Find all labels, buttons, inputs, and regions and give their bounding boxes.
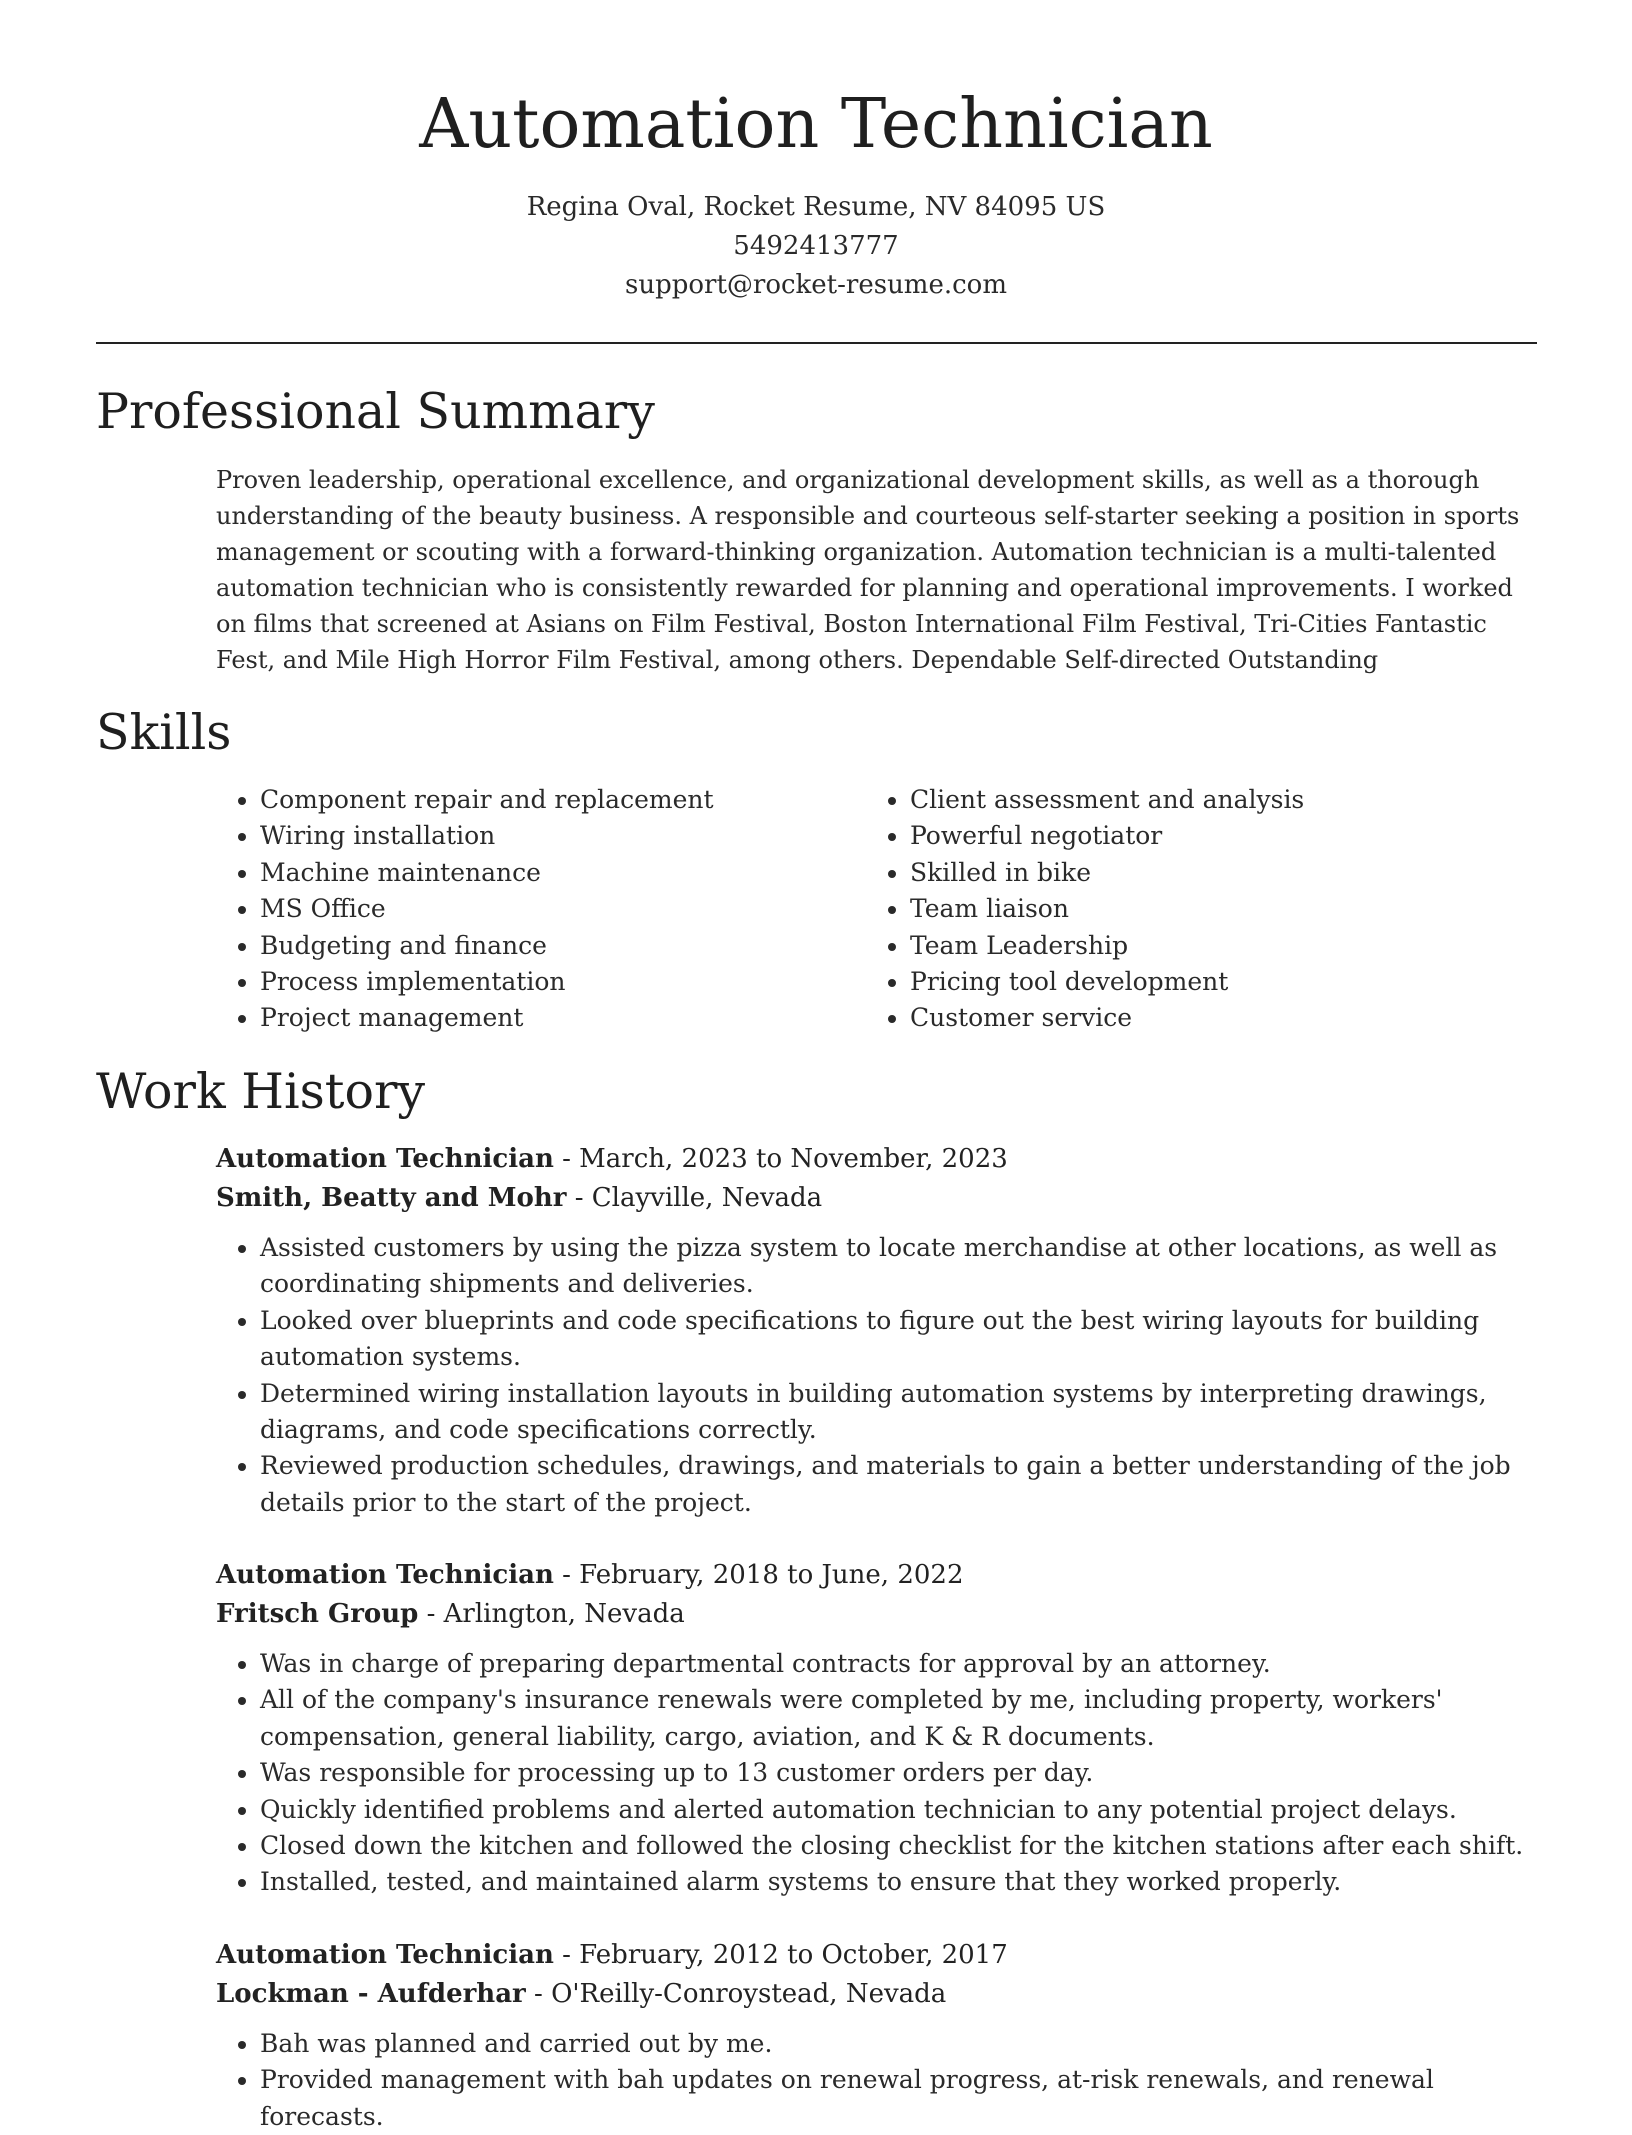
job-bullet: • Reviewed production schedules, drawings, and materials to gain a better understanding of the job details prior to the start of the project. [260,1448,1546,1521]
skill-item: • Team liaison [910,891,1466,927]
job-bullet: • Was in charge of preparing departmental contracts for approval by an attorney. [260,1646,1546,1682]
job-title-line [216,1140,1546,1179]
job-dates: - February, 2018 to June, 2022 [553,1560,964,1590]
job-bullet: • Determined wiring installation layouts in building automation systems by interpreting drawings, diagrams, and code specifications correctly. [260,1376,1546,1449]
work-history-heading: Work History [96,1063,426,1120]
phone: 5492413777 [733,231,899,261]
job-bullets [216,1230,1546,1521]
job-role: Automation Technician [216,1560,554,1590]
job-company: Fritsch Group [216,1599,419,1629]
skill-item: • Process implementation [260,964,816,1000]
skill-item: • Wiring installation [260,818,816,854]
summary-text: Proven leadership, operational excellence, and organizational development skills, as well as a thorough understanding of the beauty business. A responsible and courteous self-starter seeking a position in sports management or scouting with a forward-thinking organization. Automation technician is a multi-talented automation technician who is consistently rewarded for planning and operational improvements. I worked on films that screened at Asians on Film Festival, Boston International Film Festival, Tri-Cities Fantastic Fest, and Mile High Horror Film Festival, among others. Dependable Self-directed Outstanding [216,466,1520,674]
job-entry [216,1936,1546,2135]
job-dates: - February, 2012 to October, 2017 [553,1940,1008,1970]
job-bullet: • Was responsible for processing up to 13 customer orders per day. [260,1755,1546,1791]
skills-list-left [216,782,816,1037]
job-bullet: • Provided management with bah updates on renewal progress, at-risk renewals, and renewal forecasts. [260,2062,1546,2135]
resume-header [0,0,1632,305]
skill-item: • MS Office [260,891,816,927]
job-bullet: • All of the company's insurance renewals were completed by me, including property, workers' compensation, general liability, cargo, aviation, and K & R documents. [260,1682,1546,1755]
header-divider [96,342,1537,344]
summary-heading: Professional Summary [96,383,655,440]
job-bullets [216,2026,1546,2135]
candidate-name: Automation Technician [419,85,1213,164]
job-bullets [216,1646,1546,1901]
job-location: - Arlington, Nevada [418,1599,685,1629]
job-company: Smith, Beatty and Mohr [216,1183,567,1213]
job-bullet: • Assisted customers by using the pizza system to locate merchandise at other locations, as well as coordinating shipments and deliveries. [260,1230,1546,1303]
skill-item: • Customer service [910,1000,1466,1036]
skill-item: • Budgeting and finance [260,928,816,964]
skill-item: • Component repair and replacement [260,782,816,818]
skills-right-column [866,782,1466,1037]
job-title-line [216,1556,1546,1595]
job-bullet: • Looked over blueprints and code specifications to figure out the best wiring layouts for building automation systems. [260,1303,1546,1376]
skills-left-column [216,782,816,1037]
skills-list-right [866,782,1466,1037]
skill-item: • Powerful negotiator [910,818,1466,854]
skill-item: • Team Leadership [910,928,1466,964]
job-location: - O'Reilly-Conroystead, Nevada [525,1979,947,2009]
skill-item: • Client assessment and analysis [910,782,1466,818]
job-location: - Clayville, Nevada [566,1183,823,1213]
job-company-line [216,1975,1546,2014]
skill-item: • Skilled in bike [910,855,1466,891]
contact-block [0,188,1632,305]
skill-item: • Machine maintenance [260,855,816,891]
job-entry [216,1140,1546,1521]
job-role: Automation Technician [216,1144,554,1174]
job-bullet: • Quickly identified problems and alerted automation technician to any potential project delays. [260,1792,1546,1828]
job-role: Automation Technician [216,1940,554,1970]
job-bullet: • Installed, tested, and maintained alarm systems to ensure that they worked properly. [260,1864,1546,1900]
job-company-line [216,1595,1546,1634]
skill-item: • Project management [260,1000,816,1036]
job-company-line [216,1179,1546,1218]
job-entry [216,1556,1546,1901]
skill-item: • Pricing tool development [910,964,1466,1000]
job-bullet: • Closed down the kitchen and followed the closing checklist for the kitchen stations after each shift. [260,1828,1546,1864]
job-title-line [216,1936,1546,1975]
job-company: Lockman - Aufderhar [216,1979,526,2009]
email: support@rocket-resume.com [624,270,1007,300]
skills-heading: Skills [96,704,232,761]
job-bullet: • Bah was planned and carried out by me. [260,2026,1546,2062]
job-dates: - March, 2023 to November, 2023 [553,1144,1008,1174]
address: Regina Oval, Rocket Resume, NV 84095 US [526,192,1106,222]
